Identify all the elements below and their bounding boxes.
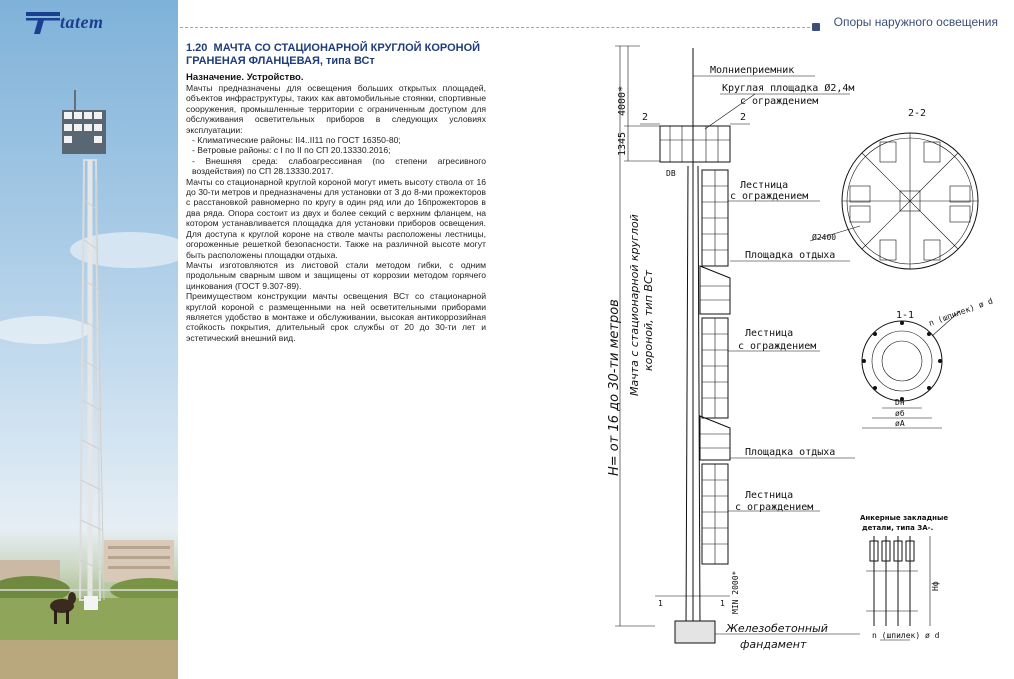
crown-platform (660, 126, 730, 162)
label-foundation-line2: фандамент (740, 638, 807, 651)
header-marker-icon (812, 23, 820, 31)
paragraph-1: Мачты предназначены для освещения больших открытых площадей, объектов инфраструктуры, таких как автомобильные стоянки, спортивные сооружения, промышленные территории с ограниченным доступом для обслуживания осветительных приборов в следующих условиях эксплуатации: (186, 83, 486, 135)
paragraph-4: - Внешняя среда: слабоагрессивная (по степени агресивного воздействия) по СП 28.13330.2017. (192, 155, 486, 177)
label-ladder3-line2: с ограждением (735, 502, 814, 513)
foundation-block (675, 621, 715, 643)
dim-4000: 4000* (617, 85, 628, 116)
label-platform-line1: Круглая площадка Ø2,4м (722, 83, 855, 94)
paragraph-5: Мачты со стационарной круглой короной могут иметь высоту ствола от 16 до 30-ти метров и предназначены для установки от 3 до 8-ми прожекторов с расстановкой равномерно по кругу в один ряд или до 16прожекторов в два ряда. Опора состоит из двух и более секций с верхним фланцем, на котором устанавливается площадка для установки приборов освещения. Для доступа к круглой короне на стволе мачты расположены лестницы, огороженные решеткой безопасности. Также на различной высоте могут быть расположены площадки отдыха. (186, 176, 486, 260)
label-phi-b: øб (895, 409, 905, 418)
header-divider (180, 27, 820, 28)
label-rest1: Площадка отдыха (745, 250, 836, 261)
label-diameter-2400: Ø2400 (812, 233, 837, 242)
crown-plan-view (842, 133, 978, 269)
dim-min-2000: MIN 2000* (731, 570, 740, 614)
article-text (186, 42, 486, 343)
page-header (180, 14, 1014, 32)
tatem-logo-icon (26, 10, 60, 34)
section-1-1-title: 1-1 (896, 310, 915, 321)
section-mark-2-right: 2 (740, 112, 747, 123)
label-phi-a: øA (895, 419, 905, 428)
anchor-title-line2: детали, типа ЗА-. (862, 524, 934, 532)
paragraph-6: Мачты изготовляются из листовой стали методом гибки, с одним продольным сварным швом и защищены от коррозии методом горячего цинкования (ГОСТ 9.307-89). (186, 259, 486, 291)
paragraph-2: - Климатические районы: II4..II11 по ГОСТ 16350-80; (192, 135, 401, 146)
label-platform-line2: с ограждением (740, 96, 819, 107)
label-ladder2-line1: Лестница (745, 328, 794, 339)
article-title-text: МАЧТА СО СТАЦИОНАРНОЙ КРУГЛОЙ КОРОНОЙ ГРАНЕНАЯ ФЛАНЦЕВАЯ, типа ВСт (186, 42, 481, 67)
header-category: Опоры наружного освещения (833, 15, 998, 29)
rest-platform-2 (700, 416, 730, 460)
section-mark-1-left: 1 (658, 599, 663, 608)
label-db: DB (666, 169, 676, 178)
anchor-bolts (866, 536, 918, 626)
technical-drawing (580, 36, 1014, 676)
height-caption: H= от 16 до 30-ти метров (607, 299, 622, 476)
anchor-title-line1: Анкерные закладные (860, 514, 949, 522)
dim-1345: 1345 (617, 131, 628, 156)
label-flange-studs: n (шпилек) ø d (927, 296, 995, 328)
section-heading: Назначение. Устройство. (186, 72, 304, 83)
paragraph-7: Преимуществом конструкции мачты освещения ВСт со стационарной круглой короной с размещенными на ней осветительными приборами является удобство в монтаже и обслуживании, высокая антикоррозийная стойкость покрытия, длительный срок службы от 20 до 30-ти лет и эстетический внешний вид. (186, 291, 486, 343)
article-title (186, 42, 486, 68)
stadium-mast-photo (0, 0, 178, 679)
rest-platform-1 (700, 266, 730, 314)
mast-caption-line1: Мачта с стационарной круглой (628, 214, 641, 396)
label-foundation-line1: Железобетонный (726, 622, 828, 635)
label-ladder2-line2: с ограждением (738, 341, 817, 352)
paragraph-3: - Ветровые районы: с I по II по СП 20.13330.2016; (192, 145, 391, 156)
label-ladder3-line1: Лестница (745, 490, 794, 501)
label-ladder1-line1: Лестница (740, 180, 789, 191)
section-mark-1-right: 1 (720, 599, 725, 608)
label-dn: Dн (895, 398, 905, 407)
label-anchor-studs: n (шпилек) ø d (872, 631, 940, 640)
article-number: 1.20 (186, 42, 208, 54)
brand-logo-text: tatem (60, 12, 104, 32)
flange-plan-view (862, 321, 942, 401)
label-lightning-rod: Молниеприемник (710, 65, 795, 76)
section-2-2-title: 2-2 (908, 108, 927, 119)
photo-illustration (0, 0, 178, 679)
label-rest2: Площадка отдыха (745, 447, 836, 458)
mast-caption-line2: короной, тип ВСт (642, 269, 655, 371)
section-mark-2-left: 2 (642, 112, 649, 123)
mast-drawing-svg (580, 36, 1014, 676)
label-hf: Нф (931, 581, 940, 591)
label-ladder1-line2: с ограждением (730, 191, 809, 202)
